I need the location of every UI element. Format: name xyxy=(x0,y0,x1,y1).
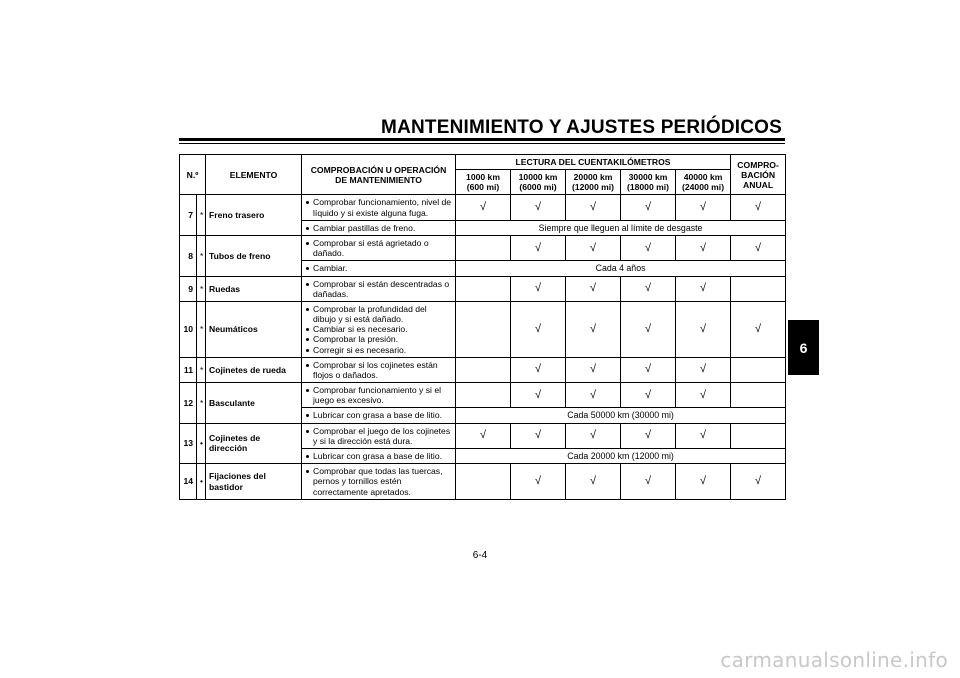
item-operation xyxy=(302,448,456,463)
check-mark-cell: √ xyxy=(511,302,566,358)
item-operation xyxy=(302,423,456,448)
maintenance-table xyxy=(179,154,786,500)
item-marker xyxy=(197,236,206,277)
item-number: 14 xyxy=(180,464,197,499)
item-marker-symbol: * xyxy=(200,250,204,261)
header-mi-value: (12000 mi) xyxy=(571,182,615,193)
header-odometer: LECTURA DEL CUENTAKILÓMETROS xyxy=(456,155,731,170)
operation-item: Comprobar funcionamiento, nivel de líquido y si existe alguna fuga. xyxy=(305,197,452,217)
check-mark-cell: √ xyxy=(566,383,621,408)
item-operation xyxy=(302,302,456,358)
item-element: Neumáticos xyxy=(206,302,302,358)
check-mark-cell: √ xyxy=(621,383,676,408)
check-mark-cell: √ xyxy=(731,302,786,358)
operation-item: Cambiar pastillas de freno. xyxy=(305,223,452,233)
check-mark-cell: √ xyxy=(511,195,566,220)
item-marker-symbol: * xyxy=(200,364,204,375)
check-mark-cell: √ xyxy=(566,357,621,382)
item-marker xyxy=(197,423,206,464)
item-marker-symbol: * xyxy=(200,324,204,335)
table-row xyxy=(180,464,786,499)
operation-item: Comprobar si está agrietado o dañado. xyxy=(305,238,452,258)
item-marker-symbol: • xyxy=(200,438,204,449)
item-operation xyxy=(302,383,456,408)
empty-cell xyxy=(731,423,786,448)
check-mark-cell: √ xyxy=(676,195,731,220)
table-row xyxy=(180,195,786,220)
table-row xyxy=(180,383,786,408)
operation-item: Lubricar con grasa a base de litio. xyxy=(305,451,452,461)
item-number: 11 xyxy=(180,357,197,382)
item-operation xyxy=(302,408,456,423)
operation-list xyxy=(305,238,452,258)
check-mark-cell: √ xyxy=(511,423,566,448)
check-mark-cell: √ xyxy=(676,357,731,382)
item-number: 13 xyxy=(180,423,197,464)
check-mark-cell: √ xyxy=(621,464,676,499)
title-rule-thick xyxy=(179,138,785,141)
operation-list xyxy=(305,466,452,496)
watermark: carmanualsonline.info xyxy=(720,648,948,672)
item-element: Cojinetes de dirección xyxy=(206,423,302,464)
interval-note: Siempre que lleguen al límite de desgaste xyxy=(456,220,786,235)
empty-cell xyxy=(731,276,786,301)
item-number: 8 xyxy=(180,236,197,277)
check-mark-cell: √ xyxy=(621,423,676,448)
item-number: 10 xyxy=(180,302,197,358)
check-mark-cell: √ xyxy=(511,357,566,382)
header-element: ELEMENTO xyxy=(206,155,302,195)
empty-cell xyxy=(456,236,511,261)
header-km-2 xyxy=(511,170,566,195)
item-operation xyxy=(302,357,456,382)
check-mark-cell: √ xyxy=(676,464,731,499)
table-row xyxy=(180,236,786,261)
item-element: Basculante xyxy=(206,383,302,424)
item-number: 9 xyxy=(180,276,197,301)
interval-note: Cada 50000 km (30000 mi) xyxy=(456,408,786,423)
item-marker xyxy=(197,302,206,358)
item-marker xyxy=(197,383,206,424)
table-row xyxy=(180,423,786,448)
operation-item: Comprobar si los cojinetes están flojos o dañados. xyxy=(305,360,452,380)
empty-cell xyxy=(456,383,511,408)
check-mark-cell: √ xyxy=(566,464,621,499)
item-marker-symbol: * xyxy=(200,397,204,408)
operation-item: Comprobar la profundidad del dibujo y si está dañado. xyxy=(305,304,452,324)
empty-cell xyxy=(731,383,786,408)
check-mark-cell: √ xyxy=(621,236,676,261)
check-mark-cell: √ xyxy=(566,302,621,358)
page-title: MANTENIMIENTO Y AJUSTES PERIÓDICOS xyxy=(381,117,782,138)
item-element: Tubos de freno xyxy=(206,236,302,277)
item-number: 7 xyxy=(180,195,197,236)
item-element: Ruedas xyxy=(206,276,302,301)
operation-list xyxy=(305,223,452,233)
header-num: N.º xyxy=(180,155,206,195)
operation-item: Lubricar con grasa a base de litio. xyxy=(305,410,452,420)
header-km-3 xyxy=(566,170,621,195)
check-mark-cell: √ xyxy=(511,383,566,408)
header-km-1 xyxy=(456,170,511,195)
check-mark-cell: √ xyxy=(566,276,621,301)
check-mark-cell: √ xyxy=(456,423,511,448)
check-mark-cell: √ xyxy=(621,357,676,382)
item-operation xyxy=(302,220,456,235)
header-mi-value: (600 mi) xyxy=(466,182,500,193)
item-marker xyxy=(197,276,206,301)
item-number: 12 xyxy=(180,383,197,424)
title-rule-thin xyxy=(179,143,785,144)
header-km-value: 20000 km xyxy=(573,172,613,183)
check-mark-cell: √ xyxy=(566,236,621,261)
check-mark-cell: √ xyxy=(676,236,731,261)
item-marker xyxy=(197,195,206,236)
item-marker xyxy=(197,357,206,382)
item-element: Fijaciones del bastidor xyxy=(206,464,302,499)
operation-item: Comprobar la presión. xyxy=(305,334,452,344)
check-mark-cell: √ xyxy=(511,276,566,301)
header-km-value: 10000 km xyxy=(518,172,558,183)
interval-note: Cada 20000 km (12000 mi) xyxy=(456,448,786,463)
empty-cell xyxy=(731,357,786,382)
item-marker-symbol: • xyxy=(200,476,204,487)
empty-cell xyxy=(456,357,511,382)
header-km-value: 30000 km xyxy=(628,172,668,183)
check-mark-cell: √ xyxy=(676,276,731,301)
check-mark-cell: √ xyxy=(731,195,786,220)
item-element: Cojinetes de rueda xyxy=(206,357,302,382)
table-row xyxy=(180,302,786,358)
operation-item: Corregir si es necesario. xyxy=(305,345,452,355)
table-header-row xyxy=(180,155,786,170)
operation-list xyxy=(305,451,452,461)
header-mi-value: (6000 mi) xyxy=(519,182,557,193)
interval-note: Cada 4 años xyxy=(456,261,786,276)
operation-item: Cambiar si es necesario. xyxy=(305,324,452,334)
check-mark-cell: √ xyxy=(621,195,676,220)
check-mark-cell: √ xyxy=(731,236,786,261)
header-annual: COMPRO-BACIÓN ANUAL xyxy=(731,155,786,195)
header-km-5 xyxy=(676,170,731,195)
page-number: 6-4 xyxy=(472,550,488,561)
item-operation xyxy=(302,261,456,276)
check-mark-cell: √ xyxy=(676,383,731,408)
item-marker xyxy=(197,464,206,499)
check-mark-cell: √ xyxy=(676,302,731,358)
header-km-value: 1000 km xyxy=(466,172,500,183)
check-mark-cell: √ xyxy=(621,276,676,301)
item-operation xyxy=(302,464,456,499)
item-marker-symbol: * xyxy=(200,210,204,221)
operation-list xyxy=(305,360,452,380)
operation-item: Comprobar que todas las tuercas, pernos y tornillos estén correctamente apretados. xyxy=(305,466,452,496)
item-operation xyxy=(302,195,456,220)
check-mark-cell: √ xyxy=(731,464,786,499)
operation-item: Comprobar el juego de los cojinetes y si la dirección está dura. xyxy=(305,426,452,446)
operation-list xyxy=(305,279,452,299)
operation-list xyxy=(305,304,452,355)
header-km-4 xyxy=(621,170,676,195)
operation-list xyxy=(305,426,452,446)
operation-list xyxy=(305,263,452,273)
operation-item: Comprobar funcionamiento y si el juego es excesivo. xyxy=(305,385,452,405)
operation-list xyxy=(305,197,452,217)
operation-item: Cambiar. xyxy=(305,263,452,273)
check-mark-cell: √ xyxy=(511,464,566,499)
item-operation xyxy=(302,276,456,301)
item-operation xyxy=(302,236,456,261)
header-km-value: 40000 km xyxy=(683,172,723,183)
check-mark-cell: √ xyxy=(566,423,621,448)
empty-cell xyxy=(456,464,511,499)
header-mi-value: (24000 mi) xyxy=(682,182,725,193)
header-mi-value: (18000 mi) xyxy=(626,182,670,193)
check-mark-cell: √ xyxy=(621,302,676,358)
operation-item: Comprobar si están descentradas o dañadas. xyxy=(305,279,452,299)
check-mark-cell: √ xyxy=(676,423,731,448)
operation-list xyxy=(305,385,452,405)
table-row xyxy=(180,276,786,301)
chapter-tab: 6 xyxy=(788,320,819,375)
item-element: Freno trasero xyxy=(206,195,302,236)
check-mark-cell: √ xyxy=(566,195,621,220)
empty-cell xyxy=(456,302,511,358)
table-row xyxy=(180,357,786,382)
header-operation: COMPROBACIÓN U OPERACIÓN DE MANTENIMIENTO xyxy=(302,155,456,195)
check-mark-cell: √ xyxy=(511,236,566,261)
item-marker-symbol: * xyxy=(200,283,204,294)
operation-list xyxy=(305,410,452,420)
empty-cell xyxy=(456,276,511,301)
check-mark-cell: √ xyxy=(456,195,511,220)
